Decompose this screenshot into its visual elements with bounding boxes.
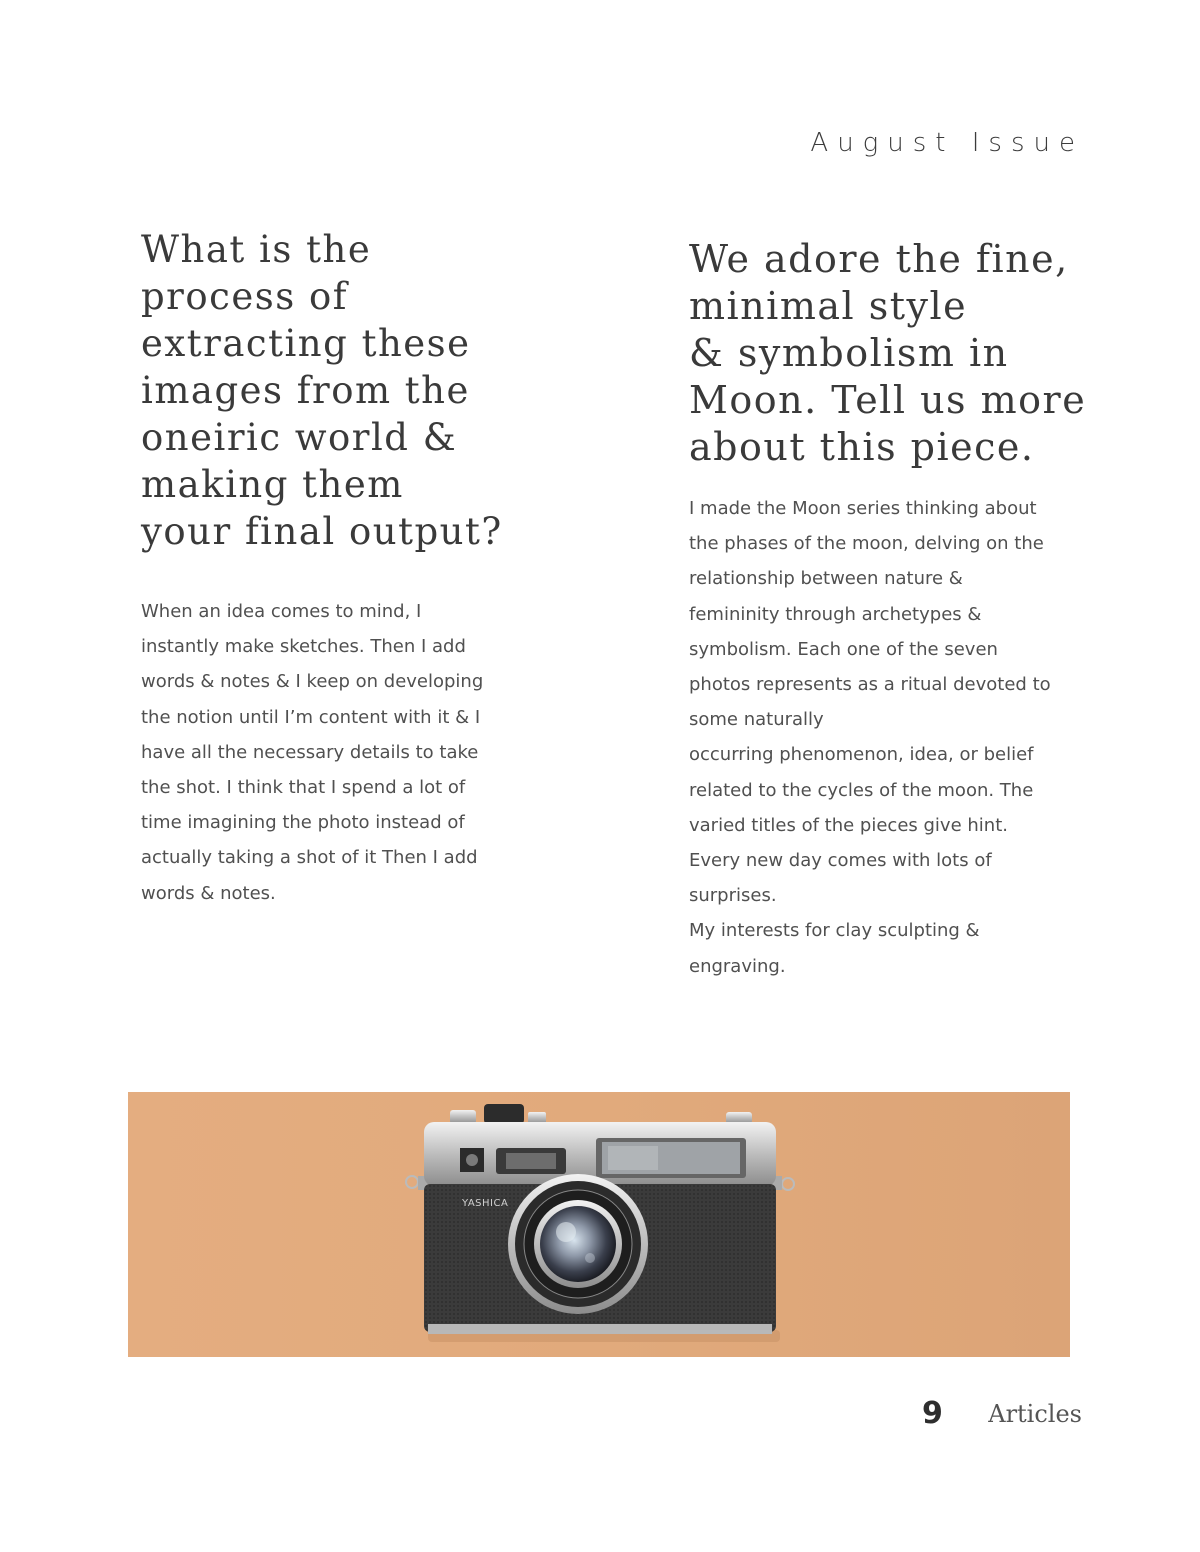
- camera-brand-logo: YASHICA: [462, 1198, 509, 1209]
- section-label: Articles: [988, 1400, 1082, 1428]
- issue-label: August Issue: [810, 128, 1084, 158]
- camera-photo: [128, 1092, 1070, 1357]
- left-answer-text: When an idea comes to mind, I instantly make sketches. Then I add words & notes & I keep on developing the notion until I’m content with it & I have all the necessary details to take the shot. I think that I spend a lot of time imagining the photo instead of actually taking a shot of it Then I add words & notes.: [141, 601, 484, 904]
- right-column: [689, 236, 1089, 984]
- page-number: 9: [922, 1396, 943, 1431]
- left-question-heading: What is the process of extracting these images from the oneiric world & making them your final output?: [141, 228, 503, 553]
- left-column: [141, 226, 521, 911]
- right-answer-text: I made the Moon series thinking about the phases of the moon, delving on the relationship between nature & femininity through archetypes & symbolism. Each one of the seven photos represents as a ritual devoted to some naturally occurring phenomenon, idea, or belief related to the cycles of the moon. The varied titles of the pieces give hint. Every new day comes with lots of surprises. My interests for clay sculpting & engraving.: [689, 498, 1051, 977]
- right-question-heading: We adore the fine, minimal style & symbolism in Moon. Tell us more about this piece.: [689, 237, 1087, 469]
